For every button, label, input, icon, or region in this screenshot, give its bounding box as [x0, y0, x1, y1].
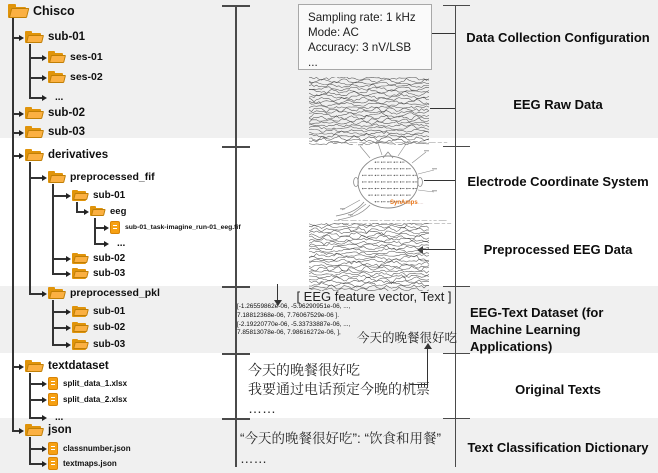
tree-item-label: eeg: [110, 205, 127, 217]
tree-arrow-icon: [104, 225, 109, 231]
topomap-connector: [424, 180, 455, 181]
tree-branch-line: [29, 448, 43, 450]
tree-row-sub-02: [25, 105, 85, 121]
tree-item-label: sub-03: [48, 126, 86, 138]
folder-icon: [90, 206, 103, 216]
tree-arrow-icon: [19, 364, 24, 370]
config-line: Accuracy: 3 nV/LSB: [308, 41, 412, 54]
raw-eeg-waveforms: [309, 77, 431, 145]
config-box-connector: [432, 33, 455, 34]
tree-arrow-icon: [66, 342, 71, 348]
tree-row-textdataset: [25, 358, 109, 374]
file-icon: [110, 221, 120, 234]
left-bracket-line: [235, 5, 237, 467]
original-text-line: ……: [248, 400, 276, 416]
dictionary-line: “今天的晚餐很好吃”: “饮食和用餐”: [240, 431, 441, 446]
section-label-2: EEG Raw Data: [513, 97, 603, 112]
electrode-topomap-svg: [330, 138, 458, 226]
tree-branch-line: [52, 273, 67, 275]
tree-branch-line: [29, 373, 31, 418]
tree-row-derivatives: [25, 147, 108, 163]
tree-arrow-icon: [42, 291, 47, 297]
folder-icon: [72, 253, 86, 264]
section-label-6: Original Texts: [515, 382, 601, 397]
folder-icon: [72, 190, 86, 201]
tree-item-label: sub-01: [48, 31, 86, 43]
right-bracket-line: [455, 5, 456, 467]
folder-icon: [25, 360, 41, 372]
dictionary-line: ……: [240, 451, 267, 466]
right-bracket-tick: [443, 418, 470, 419]
tree-item-label: sub-02: [93, 321, 126, 333]
folder-icon: [72, 322, 86, 333]
file-icon: [48, 442, 58, 455]
tree-row--: [110, 235, 125, 251]
folder-icon: [25, 424, 41, 436]
left-bracket-tick: [222, 5, 250, 7]
left-bracket-tick: [222, 353, 250, 355]
folder-icon: [72, 339, 86, 350]
folder-icon: [48, 71, 63, 83]
tree-arrow-icon: [19, 153, 24, 159]
tree-branch-line: [29, 162, 31, 294]
tree-item-label: ses-01: [70, 51, 103, 63]
tree-item-label: sub-02: [48, 107, 86, 119]
feature-vector-line: 7.18812368e-06, 7.76067529e-06 ].: [237, 311, 339, 319]
eeg-feature-paired-text: 今天的晚餐很好吃: [357, 331, 458, 345]
tree-arrow-icon: [42, 461, 47, 467]
tree-row-sub-02: [72, 319, 125, 335]
tree-arrow-icon: [42, 446, 47, 452]
down-arrow-icon: [274, 300, 282, 306]
file-icon: [48, 393, 58, 406]
config-line: Sampling rate: 1 kHz: [308, 11, 416, 24]
right-bracket-tick: [443, 146, 470, 147]
tree-row-chisco: [8, 3, 75, 19]
tree-row-sub-03: [72, 336, 125, 352]
svg-text:....: ....: [418, 200, 424, 206]
section-label-5: EEG-Text Dataset (for Machine Learning Applications): [470, 305, 604, 354]
tree-branch-line: [52, 258, 67, 260]
preprocessed-eeg-arrow-icon: [417, 246, 423, 254]
tree-branch-line: [29, 77, 43, 79]
tree-item-label: Chisco: [33, 4, 75, 18]
tree-branch-line: [52, 311, 67, 313]
tree-row-sub-03: [25, 124, 85, 140]
tree-branch-line: [29, 293, 43, 295]
tree-branch-line: [29, 399, 43, 401]
tree-branch-line: [29, 177, 43, 179]
tree-branch-line: [29, 383, 43, 385]
folder-icon: [25, 149, 41, 161]
tree-branch-line: [29, 463, 43, 465]
tree-item-label: sub-02: [93, 252, 126, 264]
folder-icon: [48, 171, 63, 183]
tree-item-label: ...: [117, 237, 126, 249]
text-classification-dictionary-block: [240, 429, 441, 469]
tree-row-sub-01: [25, 29, 85, 45]
section-label-4: Preprocessed EEG Data: [483, 242, 633, 257]
file-icon: [48, 377, 58, 390]
tree-arrow-icon: [19, 111, 24, 117]
tree-arrow-icon: [104, 241, 109, 247]
original-texts-block: [248, 361, 430, 418]
tree-row-sub-01: [72, 187, 125, 203]
tree-branch-line: [12, 18, 14, 431]
folder-icon: [72, 268, 86, 279]
folder-icon: [48, 51, 63, 63]
eeg-feature-vector-header: [ EEG feature vector, Text ]: [296, 289, 452, 304]
folder-icon: [72, 306, 86, 317]
file-icon: [48, 457, 58, 470]
tree-branch-line: [94, 218, 96, 244]
tree-arrow-icon: [66, 193, 71, 199]
left-bracket-tick: [222, 418, 250, 420]
tree-branch-line: [29, 417, 43, 419]
tree-item-label: split_data_1.xlsx: [63, 378, 128, 388]
left-bracket-tick: [222, 146, 250, 148]
tree-arrow-icon: [19, 35, 24, 41]
tree-branch-line: [52, 300, 54, 345]
tree-item-label: preprocessed_fif: [70, 171, 155, 183]
tree-arrow-icon: [42, 381, 47, 387]
tree-arrow-icon: [42, 75, 47, 81]
tree-arrow-icon: [19, 428, 24, 434]
tree-item-label: split_data_2.xlsx: [63, 394, 128, 404]
config-line: ...: [308, 56, 318, 69]
tree-row-sub-01: [72, 303, 125, 319]
tree-branch-line: [29, 437, 31, 464]
tree-row-classnumber-json: [48, 440, 131, 456]
tree-item-label: json: [48, 424, 72, 436]
folder-icon: [48, 287, 63, 299]
folder-icon: [25, 126, 41, 138]
tree-arrow-icon: [42, 415, 47, 421]
tree-arrow-icon: [66, 325, 71, 331]
tree-row--: [48, 89, 63, 105]
config-line: Mode: AC: [308, 26, 359, 39]
section-label-1: Data Collection Configuration: [466, 30, 650, 45]
tree-branch-line: [29, 44, 31, 98]
tree-arrow-icon: [66, 309, 71, 315]
tree-branch-line: [29, 97, 43, 99]
feature-vector-line: 7.85813078e-06, 7.98616272e-06, ],: [237, 329, 341, 337]
tree-item-label: sub-03: [93, 267, 126, 279]
tree-item-label: sub-01: [93, 189, 126, 201]
tree-row-split-data-2-xlsx: [48, 391, 127, 407]
right-bracket-tick: [443, 353, 470, 354]
tree-item-label: classnumber.json: [63, 443, 131, 453]
left-bracket-tick: [222, 286, 250, 288]
tree-arrow-icon: [19, 130, 24, 136]
original-text-line: 我要通过电话预定今晚的机票: [248, 381, 430, 397]
tree-item-label: ...: [55, 91, 64, 103]
right-bracket-tick: [443, 286, 470, 287]
section-label-7: Text Classification Dictionary: [467, 440, 649, 455]
right-bracket-tick: [443, 5, 470, 6]
folder-icon: [25, 107, 41, 119]
tree-arrow-icon: [84, 209, 89, 215]
tree-row-eeg: [90, 203, 126, 219]
tree-branch-line: [52, 195, 67, 197]
feature-vector-line: [-1.26559862e-06, -5.96290951e-06, ...,: [237, 303, 351, 310]
tree-item-label: preprocessed_pkl: [70, 287, 160, 299]
tree-row-preprocessed-fif: [48, 169, 155, 185]
tree-row-sub-02: [72, 250, 125, 266]
tree-item-label: derivatives: [48, 149, 109, 161]
preprocessed-eeg-waveforms: [309, 223, 431, 291]
tree-branch-line: [52, 344, 67, 346]
up-arrow-icon: [424, 343, 432, 349]
tree-arrow-icon: [42, 55, 47, 61]
tree-row-json: [25, 422, 72, 438]
tree-branch-line: [52, 327, 67, 329]
tree-arrow-icon: [42, 397, 47, 403]
preprocessed-eeg-connector: [422, 249, 455, 250]
tree-row-split-data-1-xlsx: [48, 375, 127, 391]
tree-item-label: ...: [55, 411, 64, 423]
tree-item-label: textdataset: [48, 360, 109, 372]
original-text-line: 今天的晚餐很好吃: [248, 362, 360, 378]
tree-arrow-icon: [42, 175, 47, 181]
raw-eeg-connector: [430, 108, 455, 109]
tree-row-ses-02: [48, 69, 103, 85]
tree-item-label: sub-01: [93, 305, 126, 317]
tree-arrow-icon: [66, 271, 71, 277]
tree-item-label: sub-03: [93, 338, 126, 350]
tree-item-label: sub-01_task-imagine_run-01_eeg.fif: [125, 223, 241, 231]
tree-row-ses-01: [48, 49, 103, 65]
folder-icon: [8, 4, 26, 18]
tree-item-label: ses-02: [70, 71, 103, 83]
data-collection-config-box: [298, 4, 432, 70]
tree-row-preprocessed-pkl: [48, 285, 160, 301]
tree-branch-line: [29, 57, 43, 59]
folder-icon: [25, 31, 41, 43]
topomap-brand-text: SynAmps: [390, 200, 418, 206]
section-label-3: Electrode Coordinate System: [467, 174, 649, 189]
tree-arrow-icon: [66, 256, 71, 262]
tree-item-label: textmaps.json: [63, 458, 117, 468]
tree-arrow-icon: [42, 95, 47, 101]
tree-row-sub-01-task-imagine-run-01-eeg-fif: [110, 219, 241, 235]
tree-row-sub-03: [72, 265, 125, 281]
feature-vector-line: [-2.19220770e-06, -5.33733887e-06, ...,: [237, 320, 351, 328]
tree-branch-line: [52, 184, 54, 274]
feature-vector-arrow-line: [277, 284, 278, 300]
eeg-feature-vector-values: [237, 303, 350, 338]
tree-row-textmaps-json: [48, 455, 117, 471]
